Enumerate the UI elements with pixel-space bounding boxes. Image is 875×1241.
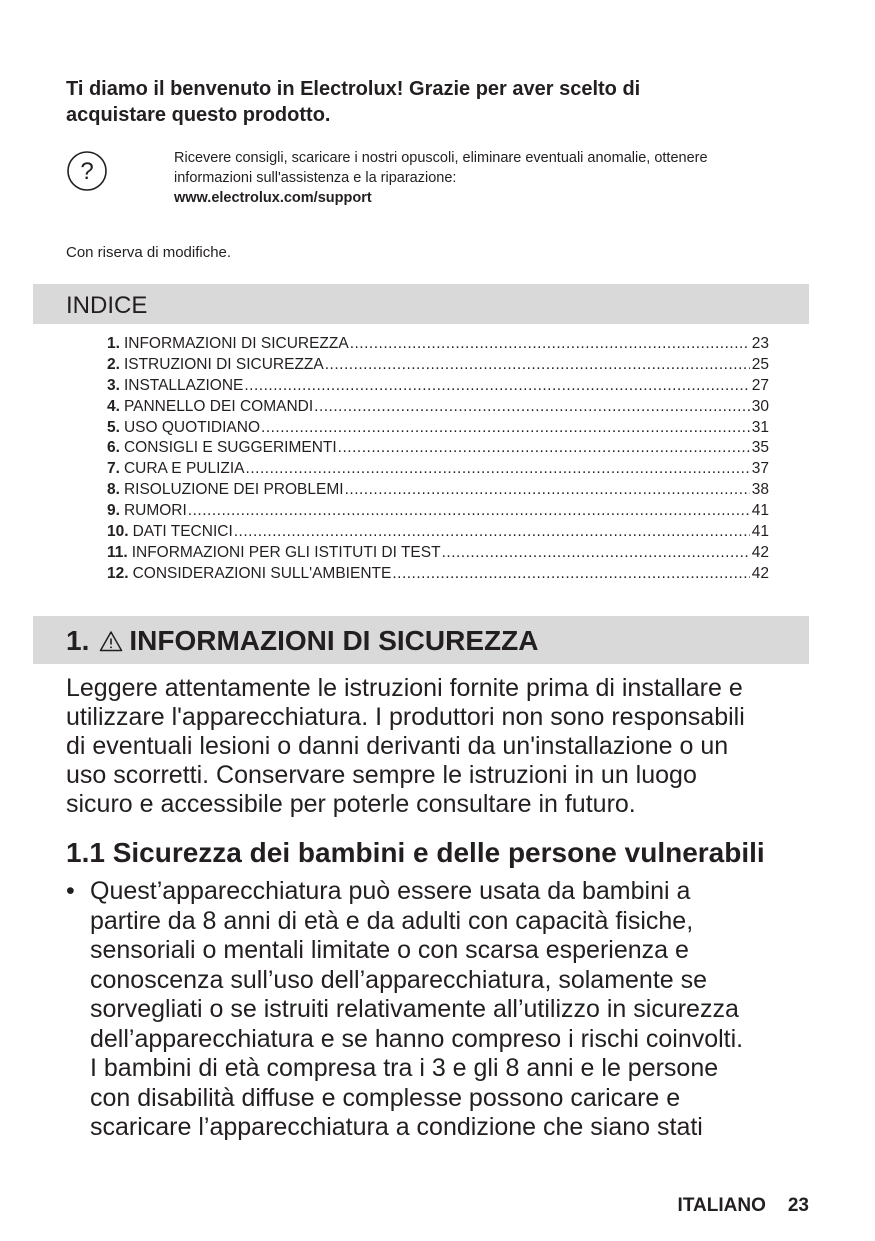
bullet-line: scaricare l’apparecchiatura a condizione che siano stati [90, 1113, 703, 1141]
index-title: INDICE [66, 292, 148, 319]
section-intro-paragraph [66, 674, 816, 819]
toc-item-page: 41 [751, 523, 769, 541]
toc-item-number: 6. [107, 439, 120, 457]
section-number: 1. [66, 625, 90, 656]
toc-leader-dots [314, 397, 750, 418]
page-footer [678, 1195, 809, 1217]
toc-leader-dots [350, 334, 750, 355]
toc-item[interactable] [107, 564, 769, 585]
svg-text:?: ? [80, 158, 94, 185]
bullet-line: dell’apparecchiatura e se hanno compreso i rischi coinvolti. [90, 1024, 744, 1053]
bullet-line: sensoriali o mentali limitate o con scarsa esperienza e [90, 936, 689, 964]
toc-item-page: 23 [751, 335, 769, 352]
toc-item-page: 31 [751, 418, 769, 436]
toc-item-page: 41 [751, 502, 769, 520]
bullet-line: I bambini di età compresa tra i 3 e gli 8 anni e le persone [90, 1054, 719, 1082]
toc-item[interactable] [107, 397, 769, 418]
toc-item[interactable] [107, 355, 769, 376]
list-item [66, 877, 816, 1143]
index-header-bar [33, 284, 809, 324]
section-header-bar [33, 616, 809, 664]
welcome-line: Ti diamo il benvenuto in Electrolux! Grazie per aver scelto di [66, 78, 641, 100]
intro-line: Leggere attentamente le istruzioni fornite prima di installare e [66, 674, 743, 702]
toc-item-label: USO QUOTIDIANO [123, 418, 261, 436]
toc-item-number: 3. [107, 376, 120, 394]
intro-line: utilizzare l'apparecchiatura. I produttori non sono responsabili [66, 703, 745, 731]
toc-item-number: 5. [107, 418, 120, 436]
support-link[interactable]: www.electrolux.com/support [174, 190, 372, 206]
bullet-text [90, 877, 816, 1143]
toc-item-label: INFORMAZIONI PER GLI ISTITUTI DI TEST [131, 543, 441, 561]
toc-item-page: 38 [751, 481, 769, 499]
toc-item-number: 10. [107, 523, 129, 541]
bullet-line: con disabilità diffuse e complesse possono caricare e [90, 1083, 681, 1112]
support-text-line: Ricevere consigli, scaricare i nostri opuscoli, eliminare eventuali anomalie, ottenere [174, 150, 708, 166]
intro-line: uso scorretti. Conservare sempre le istruzioni in un luogo [66, 761, 697, 789]
toc-leader-dots [392, 564, 749, 585]
toc-item-label: ISTRUZIONI DI SICUREZZA [123, 355, 324, 373]
toc-item-page: 42 [751, 543, 769, 561]
welcome-heading [66, 76, 766, 128]
bullet-line: sorvegliati o se istruiti relativamente all’utilizzo in sicurezza [90, 995, 739, 1023]
toc-leader-dots [345, 480, 750, 501]
toc-leader-dots [442, 543, 750, 564]
toc-item-label: CONSIDERAZIONI SULL'AMBIENTE [132, 564, 392, 582]
bullet-line: partire da 8 anni di età e da adulti con capacità fisiche, [90, 906, 694, 935]
toc-item-number: 12. [107, 564, 129, 582]
reserve-note: Con riserva di modifiche. [66, 244, 232, 261]
toc-leader-dots [244, 376, 749, 397]
toc-item-page: 27 [751, 376, 769, 394]
toc-item-number: 2. [107, 355, 120, 373]
toc-item-label: RISOLUZIONE DEI PROBLEMI [123, 481, 344, 499]
toc-leader-dots [234, 522, 750, 543]
toc-item[interactable] [107, 501, 769, 522]
support-text-line: informazioni sull'assistenza e la riparazione: [174, 170, 457, 186]
toc-leader-dots [188, 501, 750, 522]
toc-item-number: 1. [107, 335, 120, 352]
toc-item[interactable] [107, 418, 769, 439]
bullet-line: Quest’apparecchiatura può essere usata da bambini a [90, 877, 691, 905]
toc-item-label: CONSIGLI E SUGGERIMENTI [123, 439, 337, 457]
bullet-list [66, 877, 816, 1143]
toc-item[interactable] [107, 459, 769, 480]
toc-item-number: 11. [107, 543, 128, 561]
toc-item-number: 8. [107, 481, 120, 499]
toc-item-page: 35 [751, 439, 769, 457]
toc-item-label: RUMORI [123, 502, 187, 520]
toc-item-label: CURA E PULIZIA [123, 460, 245, 478]
toc-item[interactable] [107, 376, 769, 397]
toc-item[interactable] [107, 480, 769, 501]
section-title [66, 624, 538, 658]
toc-leader-dots [338, 438, 750, 459]
toc-leader-dots [246, 459, 750, 480]
warning-icon [99, 630, 123, 652]
footer-page-number: 23 [787, 1195, 809, 1216]
bullet-marker: • [66, 877, 75, 905]
question-icon [66, 150, 108, 192]
toc-item-page: 25 [751, 355, 769, 373]
toc-item[interactable] [107, 438, 769, 459]
toc-item-page: 30 [751, 397, 769, 415]
toc-item-label: INFORMAZIONI DI SICUREZZA [123, 335, 349, 352]
welcome-line: acquistare questo prodotto. [66, 104, 331, 126]
toc-item-page: 37 [751, 460, 769, 478]
footer-language: ITALIANO [677, 1195, 766, 1216]
subsection-title: 1.1 Sicurezza dei bambini e delle persone vulnerabili [66, 837, 765, 868]
toc-item-label: PANNELLO DEI COMANDI [123, 397, 314, 415]
toc-item-page: 42 [751, 564, 769, 582]
table-of-contents [107, 334, 769, 585]
toc-item-label: INSTALLAZIONE [123, 376, 244, 394]
bullet-line: conoscenza sull’uso dell’apparecchiatura, solamente se [90, 965, 708, 994]
toc-item[interactable] [107, 543, 769, 564]
toc-item-number: 4. [107, 397, 120, 415]
toc-leader-dots [325, 355, 750, 376]
toc-item[interactable] [107, 334, 769, 355]
section-title-text: INFORMAZIONI DI SICUREZZA [129, 625, 539, 656]
toc-leader-dots [261, 418, 750, 439]
intro-line: sicuro e accessibile per poterle consultare in futuro. [66, 790, 636, 818]
toc-item-number: 9. [107, 502, 120, 520]
toc-item[interactable] [107, 522, 769, 543]
toc-item-label: DATI TECNICI [132, 523, 233, 541]
support-info [174, 148, 814, 208]
intro-line: di eventuali lesioni o danni derivanti da un'installazione o un [66, 732, 729, 760]
toc-item-number: 7. [107, 460, 120, 478]
